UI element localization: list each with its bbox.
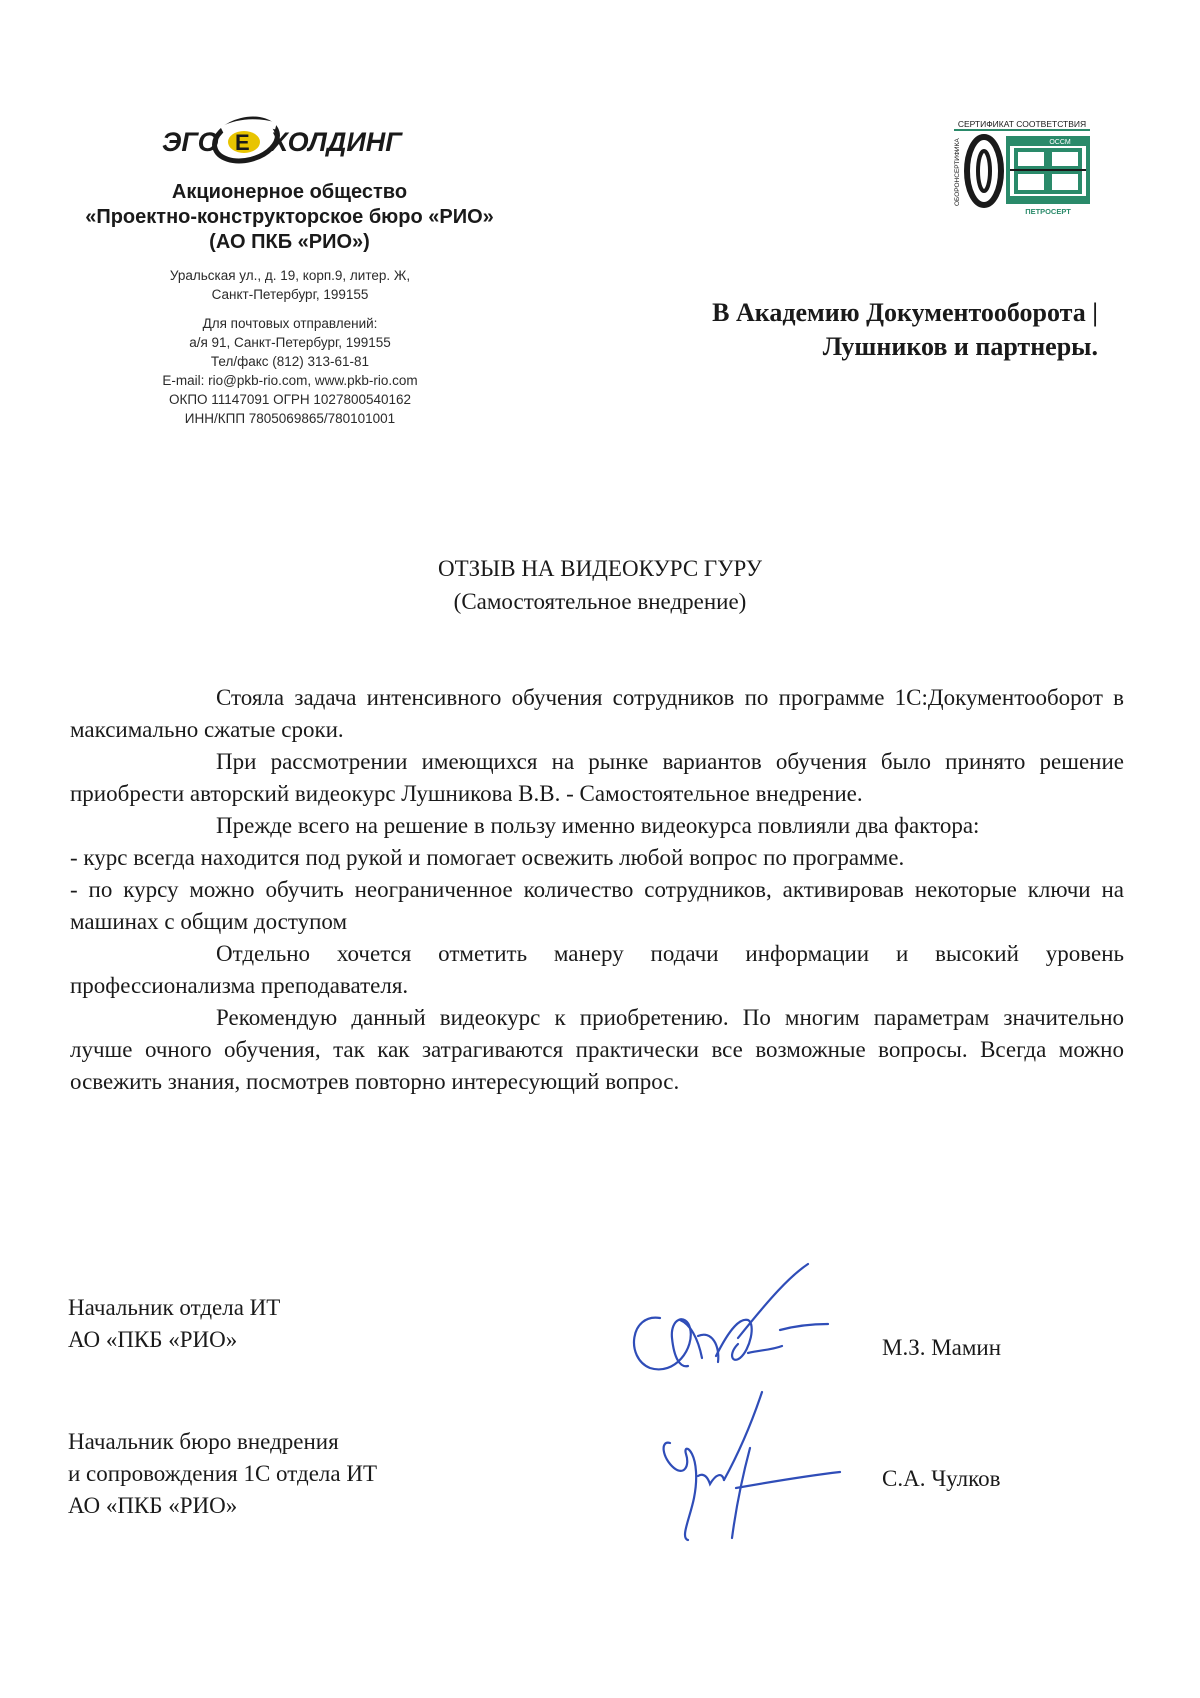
body-paragraph: При рассмотрении имеющихся на рынке вариантов обучения было принято решение приобрести авторский видеокурс Лушникова В.В. - Самостоятельное внедрение. — [70, 749, 1124, 806]
certificate-top-text: СЕРТИФИКАТ СООТВЕТСТВИЯ — [957, 119, 1087, 129]
email-line: E-mail: rio@pkb-rio.com, www.pkb-rio.com — [162, 373, 418, 388]
company-name-line: «Проектно-конструкторское бюро «РИО» — [85, 206, 494, 228]
okpo-line: ОКПО 11147091 ОГРН 1027800540162 — [168, 392, 412, 407]
logo-right-text: ХОЛДИНГ — [270, 127, 402, 157]
postal-line: а/я 91, Санкт-Петербург, 199155 — [189, 335, 391, 350]
body-list-item: - по курсу можно обучить неограниченное количество сотрудников, активировав некоторые ключи на машинах с общим доступом — [70, 877, 1124, 934]
company-logo — [158, 108, 418, 172]
logo-left-text: ЭГО — [162, 127, 219, 157]
company-name-block — [62, 180, 517, 255]
certificate-side-text: ОБОРОНСЕРТИФИКА — [954, 138, 961, 206]
phone-line: Тел/факс (812) 313-61-81 — [210, 354, 370, 369]
postal-line: Для почтовых отправлений: — [202, 316, 378, 331]
body-list-item: - курс всегда находится под рукой и помогает освежить любой вопрос по программе. — [70, 845, 905, 870]
position-line: АО «ПКБ «РИО» — [68, 1327, 238, 1352]
position-line: Начальник отдела ИТ — [68, 1295, 281, 1320]
signatory-name: М.З. Мамин — [882, 1335, 1002, 1360]
certificate-mark — [950, 118, 1096, 218]
company-address-block — [100, 266, 480, 428]
recipient-block — [712, 296, 1098, 364]
logo-mark-letter: E — [235, 130, 250, 155]
address-line: Уральская ул., д. 19, корп.9, литер. Ж, — [169, 268, 411, 283]
signatory-position — [68, 1426, 377, 1522]
body-paragraph: Стояла задача интенсивного обучения сотрудников по программе 1С:Документооборот в максимально сжатые сроки. — [70, 685, 1124, 742]
body-paragraph: Рекомендую данный видеокурс к приобретению. По многим параметрам значительно лучше очного обучения, так как затрагиваются практически все возможные вопросы. Всегда можно освежить знания, посмотрев повторно интересующий вопрос. — [70, 1005, 1124, 1094]
position-line: и сопровождения 1С отдела ИТ — [68, 1461, 377, 1486]
signatory-name: С.А. Чулков — [882, 1466, 1001, 1491]
certificate-mid-text: ОССМ — [1049, 139, 1071, 146]
certificate-emblem-icon — [967, 136, 1090, 205]
position-line: АО «ПКБ «РИО» — [68, 1493, 238, 1518]
body-paragraph: Отдельно хочется отметить манеру подачи информации и высокий уровень профессионализма преподавателя. — [70, 941, 1124, 998]
document-title: ОТЗЫВ НА ВИДЕОКУРС ГУРУ — [437, 556, 762, 581]
inn-line: ИНН/КПП 7805069865/780101001 — [184, 411, 396, 426]
recipient-line: Лушников и партнеры. — [822, 332, 1098, 361]
company-name-line: (АО ПКБ «РИО») — [209, 231, 370, 253]
handwritten-signature — [640, 1388, 850, 1548]
address-line: Санкт-Петербург, 199155 — [211, 287, 369, 302]
document-title-block — [0, 552, 1200, 618]
company-name-line: Акционерное общество — [171, 181, 408, 203]
document-body — [70, 682, 1124, 1098]
position-line: Начальник бюро внедрения — [68, 1429, 339, 1454]
signatory-position — [68, 1292, 280, 1356]
handwritten-signature — [620, 1258, 840, 1388]
body-paragraph: Прежде всего на решение в пользу именно видеокурса повлияли два фактора: — [216, 813, 980, 838]
certificate-bottom-text: ПЕТРОСЕРТ — [1025, 207, 1071, 216]
recipient-line: В Академию Документооборота | — [712, 298, 1098, 327]
document-subtitle: (Самостоятельное внедрение) — [453, 589, 747, 614]
